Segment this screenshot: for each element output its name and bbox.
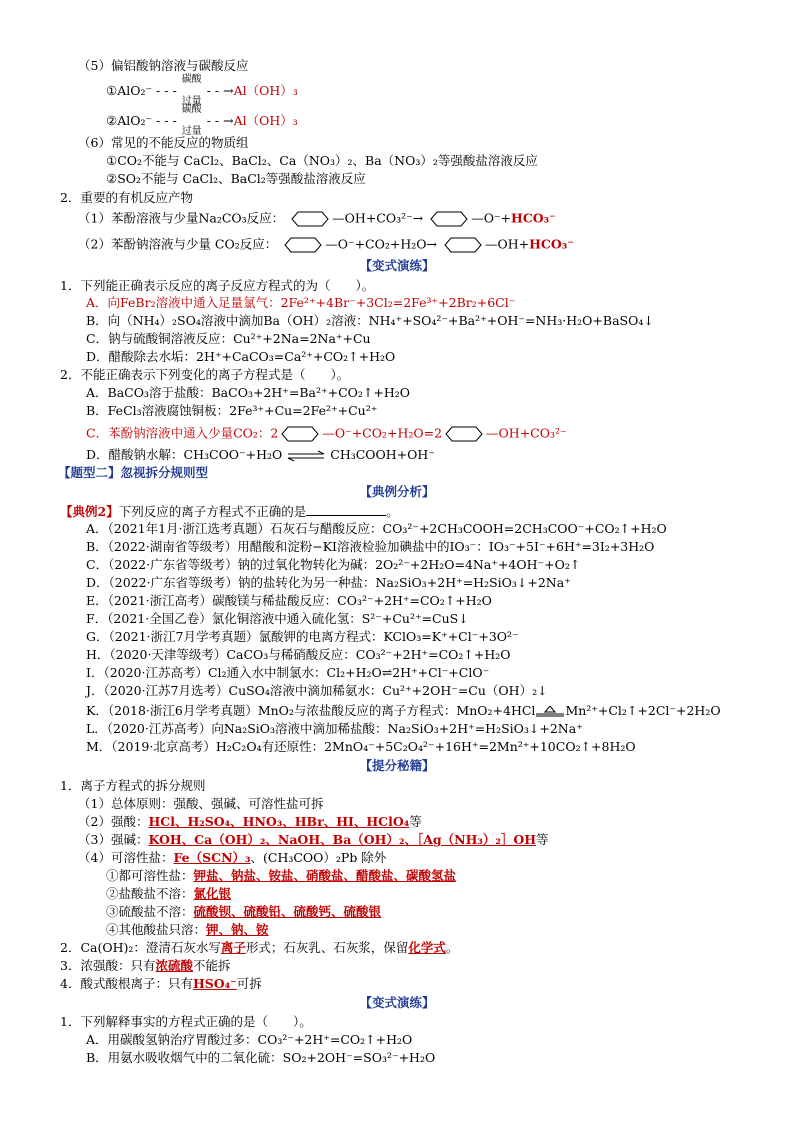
tip-label: 2．Ca(OH)₂：澄清石灰水写	[60, 940, 221, 955]
reaction-label: （1）苯酚溶液与少量Na₂CO₃反应：	[78, 210, 285, 226]
tip-answer: 氯化银	[193, 886, 232, 901]
tips-item-1-3	[78, 832, 549, 848]
tip-label: ③硫酸盐不溶：	[106, 904, 194, 919]
section5-title: （5）偏铝酸钠溶液与碳酸反应	[78, 58, 249, 73]
tip-answer: 离子	[220, 940, 246, 955]
tips-item-1: 1．离子方程式的拆分规则	[60, 778, 206, 793]
section6-title: （6）常见的不能反应的物质组	[78, 135, 249, 150]
tip-label: （4）可溶性盐：	[78, 850, 174, 865]
example-end: 。	[386, 504, 399, 519]
arrow: - - →	[206, 113, 234, 128]
heat-arrow-icon	[535, 706, 565, 718]
option-text: D．醋酸钠水解：CH₃COO⁻+H₂O	[86, 447, 283, 462]
practice2-q1-option-b: B．用氨水吸收烟气中的二氧化硫：SO₂+2OH⁻=SO₃²⁻+H₂O	[86, 1050, 436, 1065]
example2-option-a: A．（2021年1月·浙江选考真题）石灰石与醋酸反应：CO₃²⁻+2CH₃COOH=2CH₃COO⁻+CO₂↑+H₂O	[86, 521, 667, 536]
practice1-q2-option-c	[86, 425, 567, 443]
reaction-end: —OH+	[484, 236, 530, 252]
tip-suffix: 不能拆	[192, 958, 231, 973]
organic-reaction-2	[78, 236, 574, 254]
example2-option-f: F．（2021·全国乙卷）氯化铜溶液中通入硫化氢：S²⁻+Cu²⁺=CuS↓	[86, 611, 469, 626]
tip-answer: 浓硫酸	[155, 958, 193, 973]
tips-item-3	[60, 958, 231, 974]
arrow: - - →	[206, 83, 234, 98]
arrow-condition	[177, 104, 207, 137]
tip-label: （2）强酸：	[78, 814, 149, 829]
benzene-ring-icon	[288, 210, 332, 228]
tips-sub-2	[106, 886, 231, 902]
example2-option-b: B．（2022·湖南省等级考）用醋酸和淀粉−KI溶液检验加碘盐中的IO₃⁻：IO₃⁻+5I⁻+6H⁺=3I₂+3H₂O	[86, 539, 655, 554]
tip-suffix: 、(CH₃COO）₂Pb 除外	[250, 850, 387, 865]
type2-title: 【题型二】忽视拆分规则型	[58, 465, 209, 480]
benzene-ring-icon	[442, 425, 486, 443]
option-product: Mn²⁺+Cl₂↑+2Cl⁻+2H₂O	[565, 703, 721, 718]
benzene-ring-icon	[427, 210, 471, 228]
arrow-condition	[177, 74, 207, 107]
organic-reaction-1	[78, 210, 556, 228]
answer-blank	[306, 503, 386, 516]
practice1-q1-option-c: C．钠与硫酸铜溶液反应：Cu²⁺+2Na=2Na⁺+Cu	[86, 331, 371, 346]
arrow-bottom-label: 过量	[181, 126, 202, 137]
example2-option-k	[86, 703, 721, 719]
tip-label: ②盐酸盐不溶：	[106, 886, 194, 901]
option-middle: —O⁻+CO₂+H₂O=2	[322, 425, 443, 441]
practice1-header: 【变式演练】	[359, 258, 435, 273]
practice1-q2-option-b: B．FeCl₃溶液腐蚀铜板：2Fe³⁺+Cu=2Fe²⁺+Cu²⁺	[86, 403, 378, 418]
reactant: ①AlO₂⁻ - - -	[106, 83, 177, 98]
option-text: K．（2018·浙江6月学考真题）MnO₂与浓盐酸反应的离子方程式：MnO₂+4HCl	[86, 703, 536, 718]
tip-answer: 钾盐、钠盐、铵盐、硝酸盐、醋酸盐、碳酸氢盐	[193, 868, 457, 883]
tip-end: 。	[445, 940, 459, 955]
benzene-ring-icon	[278, 425, 322, 443]
arrow-top-label: 碳酸	[181, 74, 202, 85]
reactant: ②AlO₂⁻ - - -	[106, 113, 177, 128]
tip-answer: 化学式	[408, 940, 446, 955]
example2-option-g: G．（2021·浙江7月学考真题）氯酸钾的电离方程式：KClO₃=K⁺+Cl⁻+3O²⁻	[86, 629, 519, 644]
example2-option-i: I．（2020·江苏高考）Cl₂通入水中制氯水：Cl₂+H₂O⇌2H⁺+Cl⁻+ClO⁻	[86, 665, 490, 680]
example-text: 下列反应的离子方程式不正确的是	[118, 504, 307, 519]
option-product: CH₃COOH+OH⁻	[330, 447, 435, 462]
practice2-q1-option-a: A．用碳酸氢钠治疗胃酸过多：CO₃²⁻+2H⁺=CO₂↑+H₂O	[86, 1032, 413, 1047]
section5-reaction-2	[106, 104, 298, 137]
product: Al（OH）₃	[233, 113, 298, 128]
practice1-q1-option-b: B．向（NH₄）₂SO₄溶液中滴加Ba（OH）₂溶液：NH₄⁺+SO₄²⁻+Ba²⁺+OH⁻=NH₃·H₂O+BaSO₄↓	[86, 313, 654, 328]
section5-reaction-1	[106, 74, 298, 107]
tip-suffix: 等	[536, 832, 549, 847]
tips-item-2	[60, 940, 458, 956]
tips-sub-4	[106, 922, 269, 938]
tip-answer: 钾、钠、铵	[206, 922, 269, 937]
product: Al（OH）₃	[233, 83, 298, 98]
arrow-bottom-label: 过量	[181, 96, 202, 107]
reversible-arrow-icon	[286, 450, 326, 462]
tip-label: （3）强碱：	[78, 832, 149, 847]
example2-option-d: D．（2022·广东省等级考）钠的盐转化为另一种盐：Na₂SiO₃+2H⁺=H₂SiO₃↓+2Na⁺	[86, 575, 571, 590]
organic-title: 2．重要的有机反应产物	[60, 190, 193, 205]
option-end: —OH+CO₃²⁻	[486, 425, 567, 441]
tips-header: 【提分秘籍】	[359, 758, 435, 773]
tip-suffix: 可拆	[236, 976, 262, 991]
tip-suffix: 等	[409, 814, 422, 829]
option-text: C．苯酚钠溶液中通入少量CO₂：2	[86, 425, 279, 441]
tips-item-1-4	[78, 850, 386, 866]
example2-option-j: J．（2020·江苏7月选考）CuSO₄溶液中滴加稀氨水：Cu²⁺+2OH⁻=Cu（OH）₂↓	[86, 683, 548, 698]
benzene-ring-icon	[441, 236, 485, 254]
bicarbonate-product: HCO₃⁻	[511, 210, 556, 226]
reaction-middle: —OH+CO₃²⁻→	[332, 210, 424, 226]
benzene-ring-icon	[281, 236, 325, 254]
example2-option-m: M．（2019·北京高考）H₂C₂O₄有还原性：2MnO₄⁻+5C₂O₄²⁻+16H⁺=2Mn²⁺+10CO₂↑+8H₂O	[86, 739, 636, 754]
practice1-q2-option-d	[86, 447, 435, 463]
example2-question	[60, 503, 399, 520]
reaction-middle: —O⁻+CO₂+H₂O→	[325, 236, 437, 252]
reaction-label: （2）苯酚钠溶液与少量 CO₂反应：	[78, 236, 278, 252]
tips-sub-3	[106, 904, 381, 920]
practice1-q2: 2．不能正确表示下列变化的离子方程式是（ ）。	[60, 367, 350, 382]
bicarbonate-product: HCO₃⁻	[529, 236, 574, 252]
tip-middle: 形式；石灰乳、石灰浆，保留	[245, 940, 409, 955]
tips-sub-1	[106, 868, 456, 884]
tips-item-1-1: （1）总体原则：强酸、强碱、可溶性盐可拆	[78, 796, 324, 811]
arrow-top-label: 碳酸	[181, 104, 202, 115]
example2-option-l: L．（2020·江苏高考）向Na₂SiO₃溶液中滴加稀盐酸：Na₂SiO₃+2H⁺=H₂SiO₃↓+2Na⁺	[86, 721, 583, 736]
tip-answer: HSO₄⁻	[192, 976, 237, 991]
tip-label: 4．酸式酸根离子：只有	[60, 976, 193, 991]
tip-answer: KOH、Ca（OH）₂、NaOH、Ba（OH）₂、［Ag（NH₃）₂］OH	[148, 832, 537, 847]
section6-line-2: ②SO₂不能与 CaCl₂、BaCl₂等强酸盐溶液反应	[106, 171, 366, 186]
example2-option-h: H．（2020·天津等级考）CaCO₃与稀硝酸反应：CO₃²⁻+2H⁺=CO₂↑+H₂O	[86, 647, 511, 662]
tip-answer: 硫酸钡、硫酸铅、硫酸钙、硫酸银	[193, 904, 382, 919]
example2-option-e: E．（2021·浙江高考）碳酸镁与稀盐酸反应：CO₃²⁻+2H⁺=CO₂↑+H₂O	[86, 593, 492, 608]
practice2-q1: 1．下列解释事实的方程式正确的是（ ）。	[60, 1014, 312, 1029]
tip-label: ④其他酸盐只溶：	[106, 922, 207, 937]
section6-line-1: ①CO₂不能与 CaCl₂、BaCl₂、Ca（NO₃）₂、Ba（NO₃）₂等强酸盐溶液反应	[106, 153, 538, 168]
reaction-end: —O⁻+	[471, 210, 512, 226]
practice2-header: 【变式演练】	[359, 995, 435, 1010]
practice1-q1-option-a: A．向FeBr₂溶液中通入足量氯气：2Fe²⁺+4Br⁻+3Cl₂=2Fe³⁺+2Br₂+6Cl⁻	[86, 295, 516, 310]
tip-label: ①都可溶性盐：	[106, 868, 194, 883]
practice1-q1: 1．下列能正确表示反应的离子反应方程式的为（ ）。	[60, 278, 375, 293]
tip-answer: Fe（SCN）₃	[173, 850, 251, 865]
tips-item-4	[60, 976, 262, 992]
analysis-header: 【典例分析】	[359, 484, 435, 499]
example2-option-c: C．（2022·广东省等级考）钠的过氧化物转化为碱：2O₂²⁻+2H₂O=4Na⁺+4OH⁻+O₂↑	[86, 557, 581, 572]
example-label: 【典例2】	[60, 504, 119, 519]
tips-item-1-2	[78, 814, 422, 830]
tip-label: 3．浓强酸：只有	[60, 958, 156, 973]
practice1-q1-option-d: D．醋酸除去水垢：2H⁺+CaCO₃=Ca²⁺+CO₂↑+H₂O	[86, 349, 396, 364]
practice1-q2-option-a: A．BaCO₃溶于盐酸：BaCO₃+2H⁺=Ba²⁺+CO₂↑+H₂O	[86, 385, 410, 400]
tip-answer: HCl、H₂SO₄、HNO₃、HBr、HI、HClO₄	[148, 814, 410, 829]
